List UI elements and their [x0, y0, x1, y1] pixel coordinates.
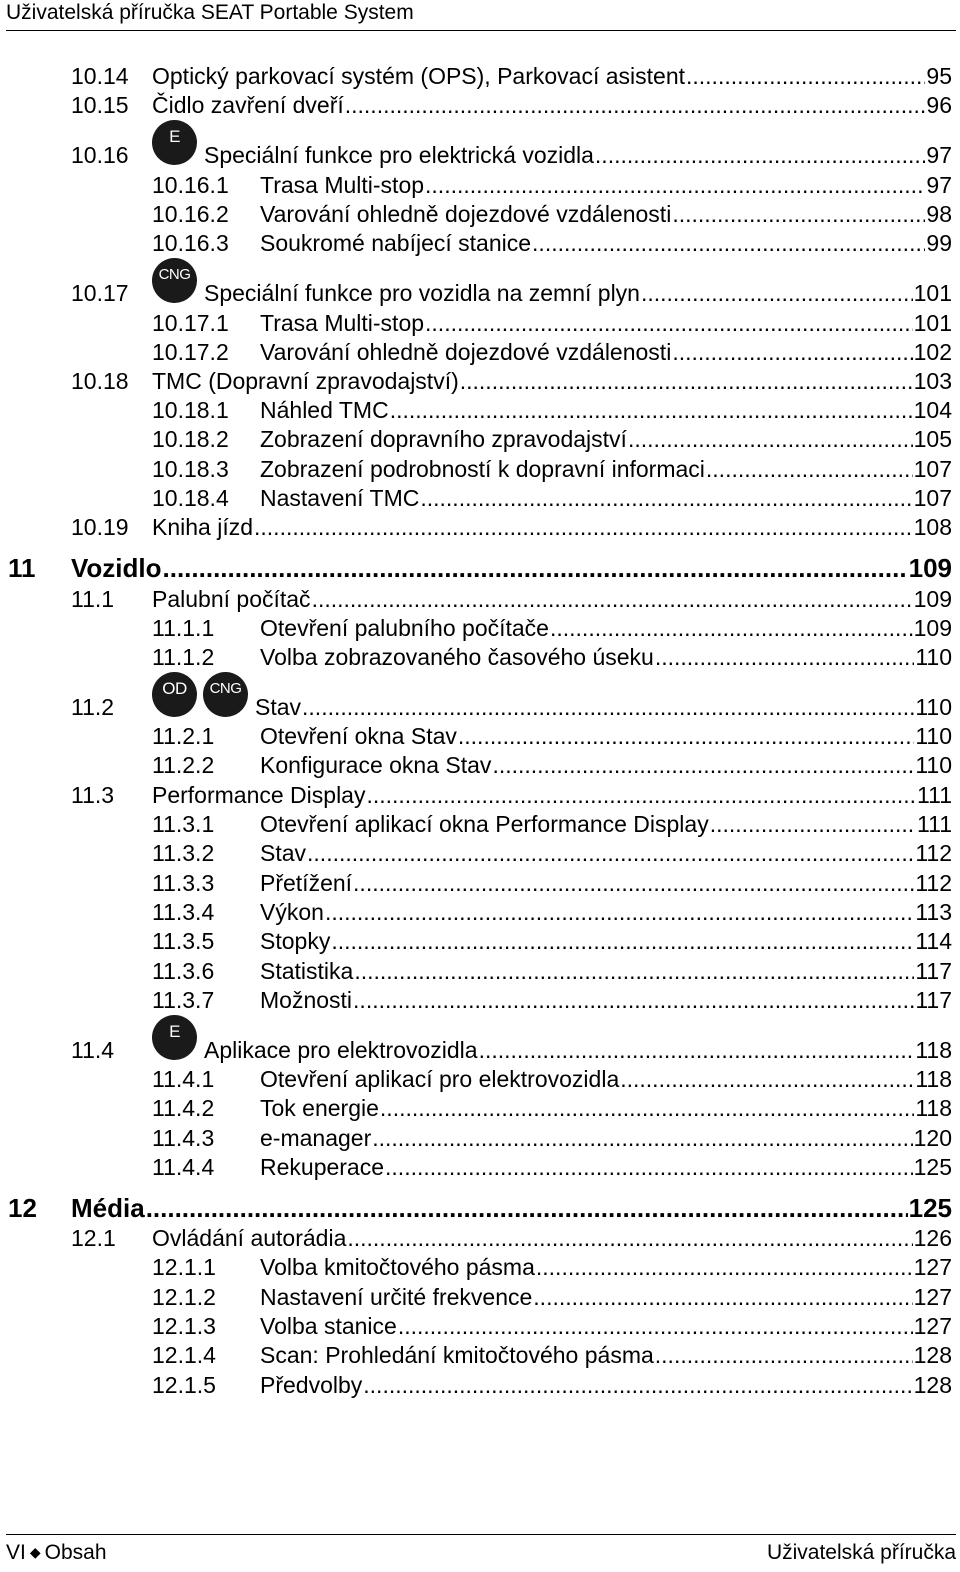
dot-leader: [325, 898, 914, 926]
toc-entry-title: Nastavení určité frekvence: [260, 1284, 533, 1310]
toc-entry[interactable]: [0, 200, 960, 228]
toc-entry[interactable]: [0, 957, 960, 985]
dot-leader: [398, 1312, 913, 1340]
toc-entry-number: 11.4.2: [152, 1095, 215, 1121]
dot-leader: [425, 171, 925, 199]
toc-entry-page: 127: [913, 1254, 952, 1280]
toc-entry-number: 11.3.4: [152, 899, 215, 925]
toc-entry[interactable]: [0, 484, 960, 512]
toc-entry[interactable]: [0, 1283, 960, 1311]
toc-entry-number: 11.2.2: [152, 752, 215, 778]
dot-leader: [550, 614, 913, 642]
dot-leader: [672, 200, 925, 228]
badge-label: E: [169, 1021, 180, 1041]
dot-leader: [628, 425, 913, 453]
toc-entry[interactable]: [0, 1312, 960, 1340]
badge-label: CNG: [209, 679, 242, 697]
toc-entry-title: TMC (Dopravní zpravodajství): [152, 368, 459, 394]
toc-entry[interactable]: [0, 309, 960, 337]
dot-leader: [331, 927, 914, 955]
toc-entry-number: 11.3.6: [152, 958, 215, 984]
toc-entry-title: Rekuperace: [260, 1154, 385, 1180]
toc-entry-number: 10.18.3: [152, 456, 229, 482]
dot-leader: [686, 62, 925, 90]
running-footer: [6, 1534, 956, 1572]
toc-entry-number: 11.3.3: [152, 870, 215, 896]
dot-leader: [532, 229, 925, 257]
toc-entry[interactable]: [0, 810, 960, 838]
dot-leader: [706, 455, 913, 483]
toc-entry-page: 99: [926, 230, 952, 256]
dot-leader: [595, 141, 925, 169]
dot-leader: [254, 513, 913, 541]
toc-chapter[interactable]: [0, 1192, 960, 1224]
toc-entry-title: Palubní počítač: [152, 586, 311, 612]
toc-entry-page: 101: [913, 280, 952, 306]
toc-entry-title: Aplikace pro elektrovozidla: [204, 1037, 478, 1063]
toc-entry-page: 110: [915, 644, 952, 670]
toc-entry[interactable]: [0, 455, 960, 483]
toc-entry-number: 12.1.4: [152, 1342, 216, 1368]
toc-entry-number: 10.17: [71, 280, 129, 306]
toc-entry[interactable]: [0, 62, 960, 90]
toc-entry-page: 107: [913, 456, 952, 482]
toc-entry-page: 111: [917, 811, 952, 837]
dot-leader: [536, 1253, 913, 1281]
toc-entry-title: Konfigurace okna Stav: [260, 752, 492, 778]
toc-entry-title: Volba zobrazovaného časového úseku: [260, 644, 654, 670]
toc-entry-number: 11.1.1: [152, 615, 215, 641]
toc-entry-title: Trasa Multi-stop: [260, 310, 425, 336]
dot-leader: [420, 484, 912, 512]
toc-entry-number: 10.16.3: [152, 230, 229, 256]
toc-entry-page: 109: [913, 586, 952, 612]
toc-entry-number: 10.18: [71, 368, 129, 394]
toc-entry-number: 11.4.1: [152, 1066, 215, 1092]
toc-entry-page: 110: [915, 752, 952, 778]
toc-entry[interactable]: [0, 839, 960, 867]
toc-entry[interactable]: [0, 986, 960, 1014]
dot-leader: [385, 1153, 913, 1181]
toc-entry-number: 12.1: [71, 1225, 116, 1251]
running-header: [6, 0, 956, 31]
toc-entry[interactable]: [0, 513, 960, 541]
dot-leader: [479, 1036, 915, 1064]
toc-entry-number: 10.19: [71, 514, 129, 540]
dot-leader: [641, 279, 913, 307]
toc-entry-page: 105: [913, 426, 952, 452]
electric-badge-icon: [152, 1015, 197, 1060]
toc-entry-title: Otevření aplikací okna Performance Display: [260, 811, 709, 837]
toc-entry-page: 104: [913, 397, 952, 423]
toc-entry-number: 11.4.3: [152, 1125, 215, 1151]
toc-entry-title: Náhled TMC: [260, 397, 389, 423]
dot-leader: [710, 810, 916, 838]
toc-entry-title: Optický parkovací systém (OPS), Parkovací asistent: [152, 63, 685, 89]
dot-leader: [163, 552, 908, 584]
toc-entry-number: 10.17.1: [152, 310, 229, 336]
toc-entry-number: 11: [8, 553, 36, 583]
dot-leader: [672, 338, 912, 366]
toc-entry-title: Volba stanice: [260, 1313, 397, 1339]
toc-entry-number: 10.18.4: [152, 485, 229, 511]
toc-entry-number: 11.4: [71, 1037, 115, 1063]
toc-entry-page: 102: [913, 339, 952, 365]
toc-entry[interactable]: [0, 265, 960, 307]
toc-entry[interactable]: [0, 927, 960, 955]
toc-entry[interactable]: [0, 1094, 960, 1122]
electric-badge-icon: [152, 120, 197, 165]
dot-leader: [307, 839, 914, 867]
toc-entry-title: Zobrazení dopravního zpravodajství: [260, 426, 627, 452]
toc-entry-title: Možnosti: [260, 987, 353, 1013]
dot-leader: [460, 367, 913, 395]
toc-entry-number: 10.16.1: [152, 172, 229, 198]
toc-entry-number: 10.17.2: [152, 339, 229, 365]
toc-entry-number: 10.18.2: [152, 426, 229, 452]
toc-entry-number: 12.1.5: [152, 1372, 216, 1398]
toc-entry-title: Soukromé nabíjecí stanice: [260, 230, 532, 256]
toc-entry-title: Předvolby: [260, 1372, 363, 1398]
toc-entry-page: 118: [915, 1066, 952, 1092]
toc-entry-page: 120: [913, 1125, 952, 1151]
dot-leader: [347, 1224, 912, 1252]
toc-entry-title: Ovládání autorádia: [152, 1225, 347, 1251]
toc-entry[interactable]: [0, 1341, 960, 1369]
toc-entry-title: Média: [71, 1193, 145, 1223]
toc-entry[interactable]: [0, 425, 960, 453]
toc-entry-title: Varování ohledně dojezdové vzdálenosti: [260, 201, 672, 227]
toc-entry-title: Výkon: [260, 899, 324, 925]
dot-leader: [390, 396, 913, 424]
toc-entry-number: 12.1.1: [152, 1254, 216, 1280]
badge-label: CNG: [158, 265, 191, 283]
toc-entry-page: 117: [915, 987, 952, 1013]
toc-entry-number: 12.1.2: [152, 1284, 216, 1310]
dot-leader: [354, 957, 914, 985]
toc-entry-number: 11.4.4: [152, 1154, 215, 1180]
toc-entry[interactable]: [0, 1224, 960, 1252]
toc-entry-title: Stopky: [260, 928, 331, 954]
toc-entry-page: 101: [913, 310, 952, 336]
dot-leader: [363, 1371, 912, 1399]
toc-entry[interactable]: [0, 1021, 960, 1064]
footer-right: Uživatelská příručka: [766, 1541, 956, 1564]
toc-entry-page: 111: [917, 782, 952, 808]
toc-entry-number: 11.1.2: [152, 644, 215, 670]
toc-entry-number: 10.16: [71, 142, 129, 168]
toc-entry-number: 11.3.7: [152, 987, 215, 1013]
toc-entry-page: 114: [915, 928, 952, 954]
toc-entry-title: e-manager: [260, 1125, 372, 1151]
toc-entry-page: 95: [926, 63, 952, 89]
toc-entry[interactable]: [0, 781, 960, 809]
toc-entry-page: 109: [908, 553, 952, 583]
toc-entry-number: 10.16.2: [152, 201, 229, 227]
toc-entry-page: 125: [913, 1154, 952, 1180]
toc-entry-page: 126: [913, 1225, 952, 1251]
toc-entry-page: 110: [915, 723, 952, 749]
toc-entry-page: 127: [913, 1313, 952, 1339]
toc-entry-page: 117: [915, 958, 952, 984]
toc-entry[interactable]: [0, 869, 960, 897]
toc-chapter[interactable]: [0, 552, 960, 584]
toc-entry-page: 128: [913, 1372, 952, 1398]
toc-entry-title: Vozidlo: [71, 553, 162, 583]
dot-leader: [655, 1341, 913, 1369]
toc-entry[interactable]: [0, 171, 960, 199]
dot-leader: [372, 1124, 912, 1152]
toc-entry-title: Otevření aplikací pro elektrovozidla: [260, 1066, 620, 1092]
toc-entry-number: 10.15: [71, 92, 129, 118]
dot-leader: [302, 693, 914, 721]
toc-entry-title: Statistika: [260, 958, 354, 984]
toc-entry-page: 110: [915, 694, 952, 720]
cng-badge-icon: [203, 672, 248, 717]
toc-entry-title: Scan: Prohledání kmitočtového pásma: [260, 1342, 654, 1368]
footer-left: [6, 1535, 107, 1572]
toc-entry-number: 12: [8, 1193, 37, 1223]
toc-entry[interactable]: [0, 1153, 960, 1181]
toc-entry-number: 10.14: [71, 63, 129, 89]
toc-entry-title: Speciální funkce pro elektrická vozidla: [204, 142, 594, 168]
cng-badge-icon: [152, 258, 197, 303]
toc-entry-page: 125: [908, 1193, 952, 1223]
toc-entry-title: Trasa Multi-stop: [260, 172, 425, 198]
toc-entry[interactable]: [0, 751, 960, 779]
toc-entry[interactable]: [0, 1124, 960, 1152]
toc-entry-number: 11.1: [71, 586, 115, 612]
toc-entry-title: Tok energie: [260, 1095, 379, 1121]
toc-entry-number: 11.3.5: [152, 928, 215, 954]
toc-entry-page: 127: [913, 1284, 952, 1310]
toc-entry[interactable]: [0, 396, 960, 424]
toc-entry-title: Nastavení TMC: [260, 485, 420, 511]
dot-leader: [146, 1192, 908, 1224]
header-title: Uživatelská příručka SEAT Portable System: [6, 1, 414, 24]
toc-entry[interactable]: [0, 1065, 960, 1093]
diamond-icon: ◆: [29, 1544, 41, 1560]
dot-leader: [353, 869, 914, 897]
toc-entry[interactable]: [0, 338, 960, 366]
toc-entry[interactable]: [0, 126, 960, 169]
toc-entry-title: Speciální funkce pro vozidla na zemní plyn: [204, 280, 640, 306]
toc-entry-page: 113: [915, 899, 952, 925]
toc-entry-title: Volba kmitočtového pásma: [260, 1254, 535, 1280]
toc-entry-title: Zobrazení podrobností k dopravní informaci: [260, 456, 705, 482]
toc-entry-page: 118: [915, 1095, 952, 1121]
toc-entry[interactable]: [0, 1253, 960, 1281]
toc-entry[interactable]: [0, 722, 960, 750]
dot-leader: [380, 1094, 914, 1122]
toc-entry-title: Čidlo zavření dveří: [152, 92, 344, 118]
toc-entry-number: 12.1.3: [152, 1313, 216, 1339]
toc-entry-number: 11.2.1: [152, 723, 215, 749]
toc-entry-number: 11.2: [71, 694, 115, 720]
dot-leader: [312, 585, 913, 613]
toc-entry[interactable]: [0, 614, 960, 642]
footer-page-number: VI: [6, 1541, 26, 1564]
toc-entry-title: Otevření palubního počítače: [260, 615, 549, 641]
dot-leader: [345, 91, 926, 119]
toc-entry-page: 98: [926, 201, 952, 227]
dot-leader: [425, 309, 913, 337]
toc-entry-page: 128: [913, 1342, 952, 1368]
toc-entry-title: Přetížení: [260, 870, 353, 896]
toc-entry-title: Varování ohledně dojezdové vzdálenosti: [260, 339, 672, 365]
dot-leader: [655, 643, 914, 671]
dot-leader: [492, 751, 914, 779]
dot-leader: [533, 1283, 912, 1311]
toc-entry-page: 112: [915, 840, 952, 866]
toc-entry[interactable]: [0, 678, 960, 721]
toc-entry-number: 11.3: [71, 782, 115, 808]
toc-entry-title: Stav: [260, 840, 307, 866]
toc-entry[interactable]: [0, 585, 960, 613]
footer-section: Obsah: [44, 1541, 107, 1564]
toc-entry[interactable]: [0, 91, 960, 119]
dot-leader: [353, 986, 914, 1014]
toc-entry-page: 97: [926, 172, 952, 198]
toc-entry-title: Stav: [255, 694, 302, 720]
dot-leader: [458, 722, 914, 750]
toc-entry[interactable]: [0, 898, 960, 926]
toc-entry-title: Otevření okna Stav: [260, 723, 457, 749]
toc-entry-page: 109: [913, 615, 952, 641]
dot-leader: [366, 781, 916, 809]
toc-entry-page: 107: [913, 485, 952, 511]
toc-entry[interactable]: [0, 367, 960, 395]
toc-entry-number: 11.3.1: [152, 811, 215, 837]
badge-label: OD: [162, 678, 187, 698]
toc-entry-page: 103: [913, 368, 952, 394]
toc-entry-page: 112: [915, 870, 952, 896]
toc-entry-number: 11.3.2: [152, 840, 215, 866]
toc-entry-title: Kniha jízd: [152, 514, 254, 540]
toc-entry-page: 96: [926, 92, 952, 118]
toc-entry-page: 118: [915, 1037, 952, 1063]
toc-entry-page: 97: [926, 142, 952, 168]
toc-entry-title: Performance Display: [152, 782, 366, 808]
toc-entry-number: 10.18.1: [152, 397, 229, 423]
badge-label: E: [169, 126, 180, 146]
toc-entry[interactable]: [0, 643, 960, 671]
toc-entry[interactable]: [0, 229, 960, 257]
toc-entry-page: 108: [913, 514, 952, 540]
toc-entry[interactable]: [0, 1371, 960, 1399]
od-badge-icon: [152, 672, 197, 717]
dot-leader: [620, 1065, 914, 1093]
